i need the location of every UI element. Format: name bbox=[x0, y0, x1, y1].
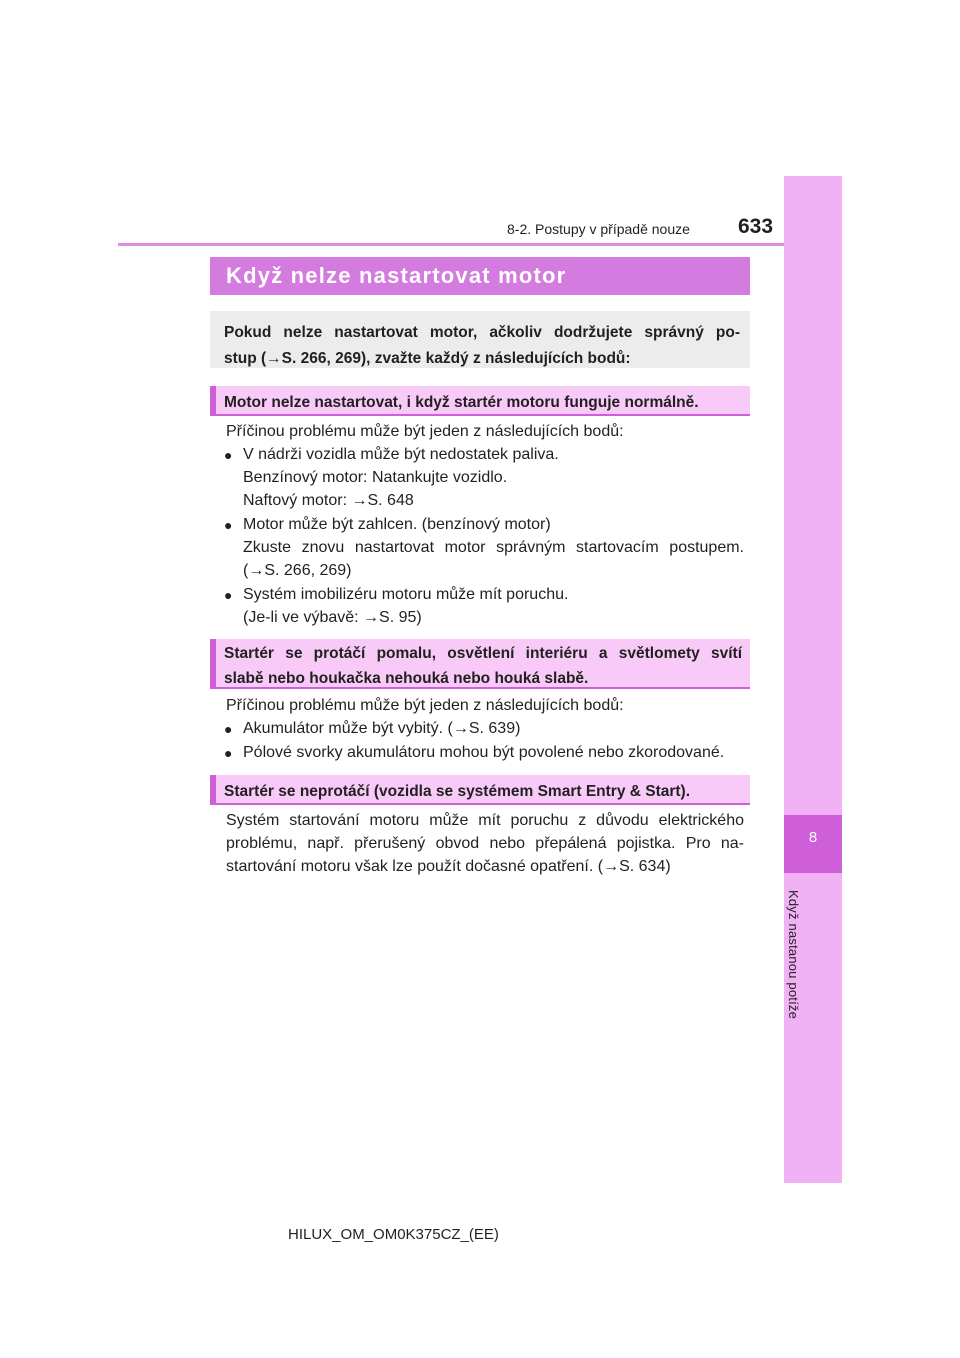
section-heading-line: Startér se protáčí pomalu, osvětlení interiéru a světlomety svítí bbox=[224, 645, 742, 662]
section-body-line: problému, např. přerušený obvod nebo přepálená pojistka. Pro na- bbox=[226, 835, 744, 852]
section-heading-line: slabě nebo houkačka nehouká nebo houká slabě. bbox=[224, 670, 589, 687]
bullet-text: Zkuste znovu nastartovat motor správným startovacím postupem. bbox=[243, 539, 744, 556]
chapter-label: Když nastanou potíže bbox=[786, 890, 801, 1020]
bullet-text: Naftový motor: →S. 648 bbox=[243, 492, 414, 509]
section-heading bbox=[210, 639, 750, 689]
page-title: Když nelze nastartovat motor bbox=[210, 257, 750, 295]
section-lead: Příčinou problému může být jeden z následujících bodů: bbox=[226, 423, 624, 440]
running-header-section: 8-2. Postupy v případě nouze bbox=[507, 221, 690, 237]
bullet-text: Systém imobilizéru motoru může mít poruchu. bbox=[243, 586, 569, 603]
intro-line: stup (→S. 266, 269), zvažte každý z následujících bodů: bbox=[224, 350, 631, 367]
bullet-icon: ● bbox=[224, 447, 233, 463]
intro-line: Pokud nelze nastartovat motor, ačkoliv dodržujete správný po- bbox=[224, 324, 740, 341]
header-divider bbox=[118, 243, 784, 246]
chapter-side-strip bbox=[784, 176, 842, 1183]
section-heading: Startér se neprotáčí (vozidla se systémem Smart Entry & Start). bbox=[210, 775, 750, 805]
bullet-text: (→S. 266, 269) bbox=[243, 562, 352, 579]
bullet-icon: ● bbox=[224, 745, 233, 761]
bullet-text: Motor může být zahlcen. (benzínový motor) bbox=[243, 516, 551, 533]
bullet-text: (Je-li ve výbavě: →S. 95) bbox=[243, 609, 422, 626]
section-heading: Motor nelze nastartovat, i když startér motoru funguje normálně. bbox=[210, 386, 750, 416]
bullet-text: Pólové svorky akumulátoru mohou být povolené nebo zkorodované. bbox=[243, 744, 725, 761]
chapter-number: 8 bbox=[808, 829, 818, 846]
bullet-icon: ● bbox=[224, 587, 233, 603]
bullet-icon: ● bbox=[224, 721, 233, 737]
section-body-line: startování motoru však lze použít dočasné opatření. (→S. 634) bbox=[226, 858, 671, 875]
bullet-text: Benzínový motor: Natankujte vozidlo. bbox=[243, 469, 508, 486]
intro-box bbox=[210, 311, 750, 368]
footer-code: HILUX_OM_OM0K375CZ_(EE) bbox=[288, 1226, 499, 1243]
section-lead: Příčinou problému může být jeden z následujících bodů: bbox=[226, 697, 624, 714]
bullet-icon: ● bbox=[224, 517, 233, 533]
page-number: 633 bbox=[738, 215, 774, 238]
section-body-line: Systém startování motoru může mít poruchu z důvodu elektrického bbox=[226, 812, 744, 829]
bullet-text: Akumulátor může být vybitý. (→S. 639) bbox=[243, 720, 521, 737]
bullet-text: V nádrži vozidla může být nedostatek paliva. bbox=[243, 446, 559, 463]
